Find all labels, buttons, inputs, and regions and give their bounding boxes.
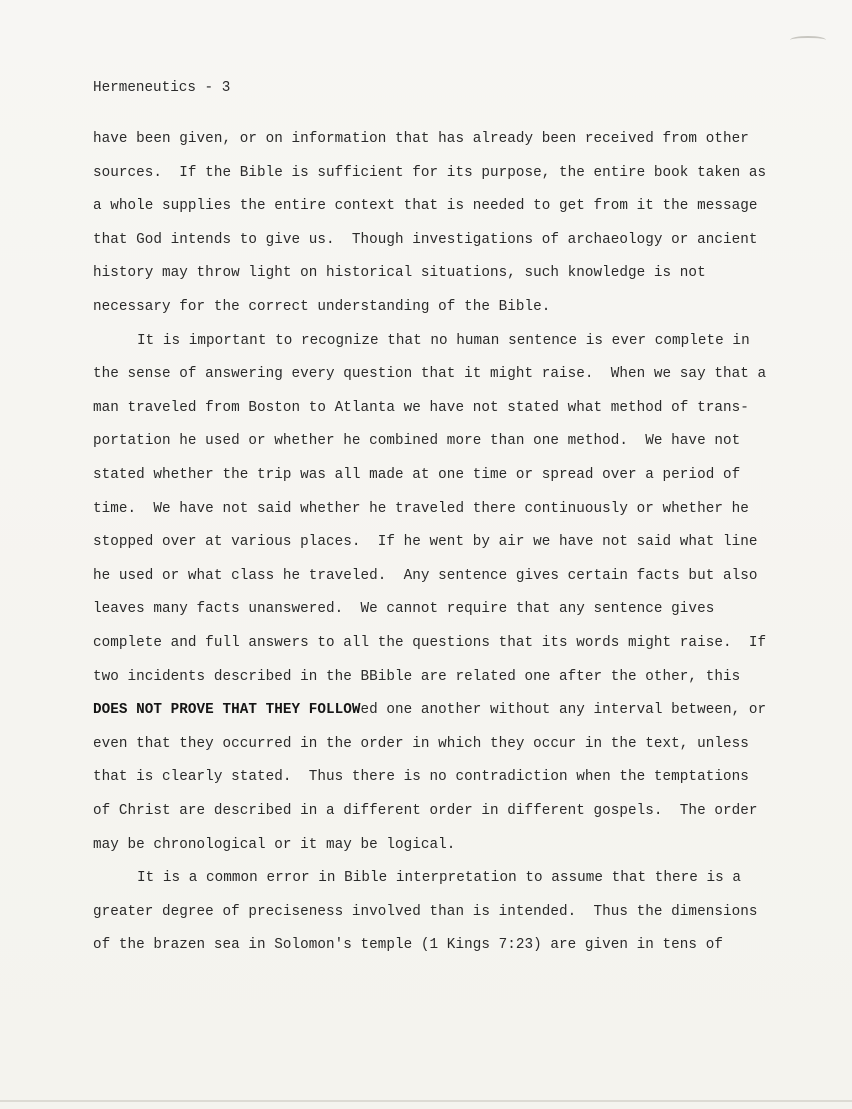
text-line <box>137 333 750 349</box>
line-text: the sense of answering every question that it might raise. When we say that a <box>93 366 767 383</box>
line-text: a whole supplies the entire context that is needed to get from it the message <box>93 198 758 215</box>
emphasized-text: DOES NOT PROVE THAT THEY FOLLOW <box>93 702 361 719</box>
text-line <box>93 601 714 617</box>
text-line <box>93 198 757 214</box>
text-line <box>93 299 550 315</box>
line-text: have been given, or on information that has already been received from other <box>93 131 749 147</box>
line-text: that is clearly stated. Thus there is no contradiction when the temptations <box>93 769 749 786</box>
line-text: complete and full answers to all the questions that its words might raise. If <box>93 635 767 651</box>
text-line <box>137 870 741 886</box>
line-text: two incidents described in the BBible are related one after the other, this <box>93 668 741 685</box>
line-text: stopped over at various places. If he went by air we have not said what line <box>93 534 758 551</box>
line-text: stated whether the trip was all made at one time or spread over a period of <box>93 467 741 483</box>
line-text: time. We have not said whether he traveled there continuously or whether he <box>93 500 749 517</box>
text-line <box>93 400 749 416</box>
line-text: greater degree of preciseness involved than is intended. Thus the dimensions <box>93 903 758 920</box>
text-line <box>93 501 749 517</box>
line-text: of the brazen sea in Solomon's temple (1 Kings 7:23) are given in tens of <box>93 937 723 954</box>
text-line <box>93 669 740 685</box>
line-text: may be chronological or it may be logical. <box>93 836 456 853</box>
text-line <box>93 534 757 550</box>
text-line <box>93 635 766 651</box>
line-text: ed one another without any interval between, or <box>360 702 767 719</box>
line-text: of Christ are described in a different order in different gospels. The order <box>93 803 758 819</box>
line-text: It is important to recognize that no human sentence is ever complete in <box>137 332 750 349</box>
line-text: leaves many facts unanswered. We cannot require that any sentence gives <box>93 601 715 618</box>
line-text: It is a common error in Bible interpretation to assume that there is a <box>137 870 742 887</box>
text-line <box>93 736 749 752</box>
text-line <box>93 165 766 181</box>
line-text: that God intends to give us. Though investigations of archaeology or ancient <box>93 231 758 248</box>
line-text: he used or what class he traveled. Any sentence gives certain facts but also <box>93 567 758 584</box>
text-line <box>93 937 723 953</box>
text-line <box>93 366 766 382</box>
text-line <box>93 837 455 853</box>
line-text: man traveled from Boston to Atlanta we have not stated what method of trans- <box>93 399 749 416</box>
text-line <box>93 433 740 449</box>
page-header: Hermeneutics - 3 <box>93 80 231 96</box>
text-line <box>93 769 749 785</box>
text-line <box>93 904 757 920</box>
text-line <box>93 131 749 147</box>
line-text: even that they occurred in the order in which they occur in the text, unless <box>93 735 749 752</box>
text-line <box>93 803 757 819</box>
text-line <box>93 232 757 248</box>
line-text: portation he used or whether he combined more than one method. We have not <box>93 433 741 450</box>
line-text: history may throw light on historical situations, such knowledge is not <box>93 265 706 282</box>
text-line <box>93 467 740 483</box>
line-text: sources. If the Bible is sufficient for its purpose, the entire book taken as <box>93 164 767 181</box>
text-line <box>93 702 766 718</box>
page-edge <box>0 1100 852 1102</box>
text-line <box>93 568 757 584</box>
line-text: necessary for the correct understanding of the Bible. <box>93 299 551 315</box>
text-line <box>93 265 706 281</box>
ink-smudge <box>790 36 826 44</box>
